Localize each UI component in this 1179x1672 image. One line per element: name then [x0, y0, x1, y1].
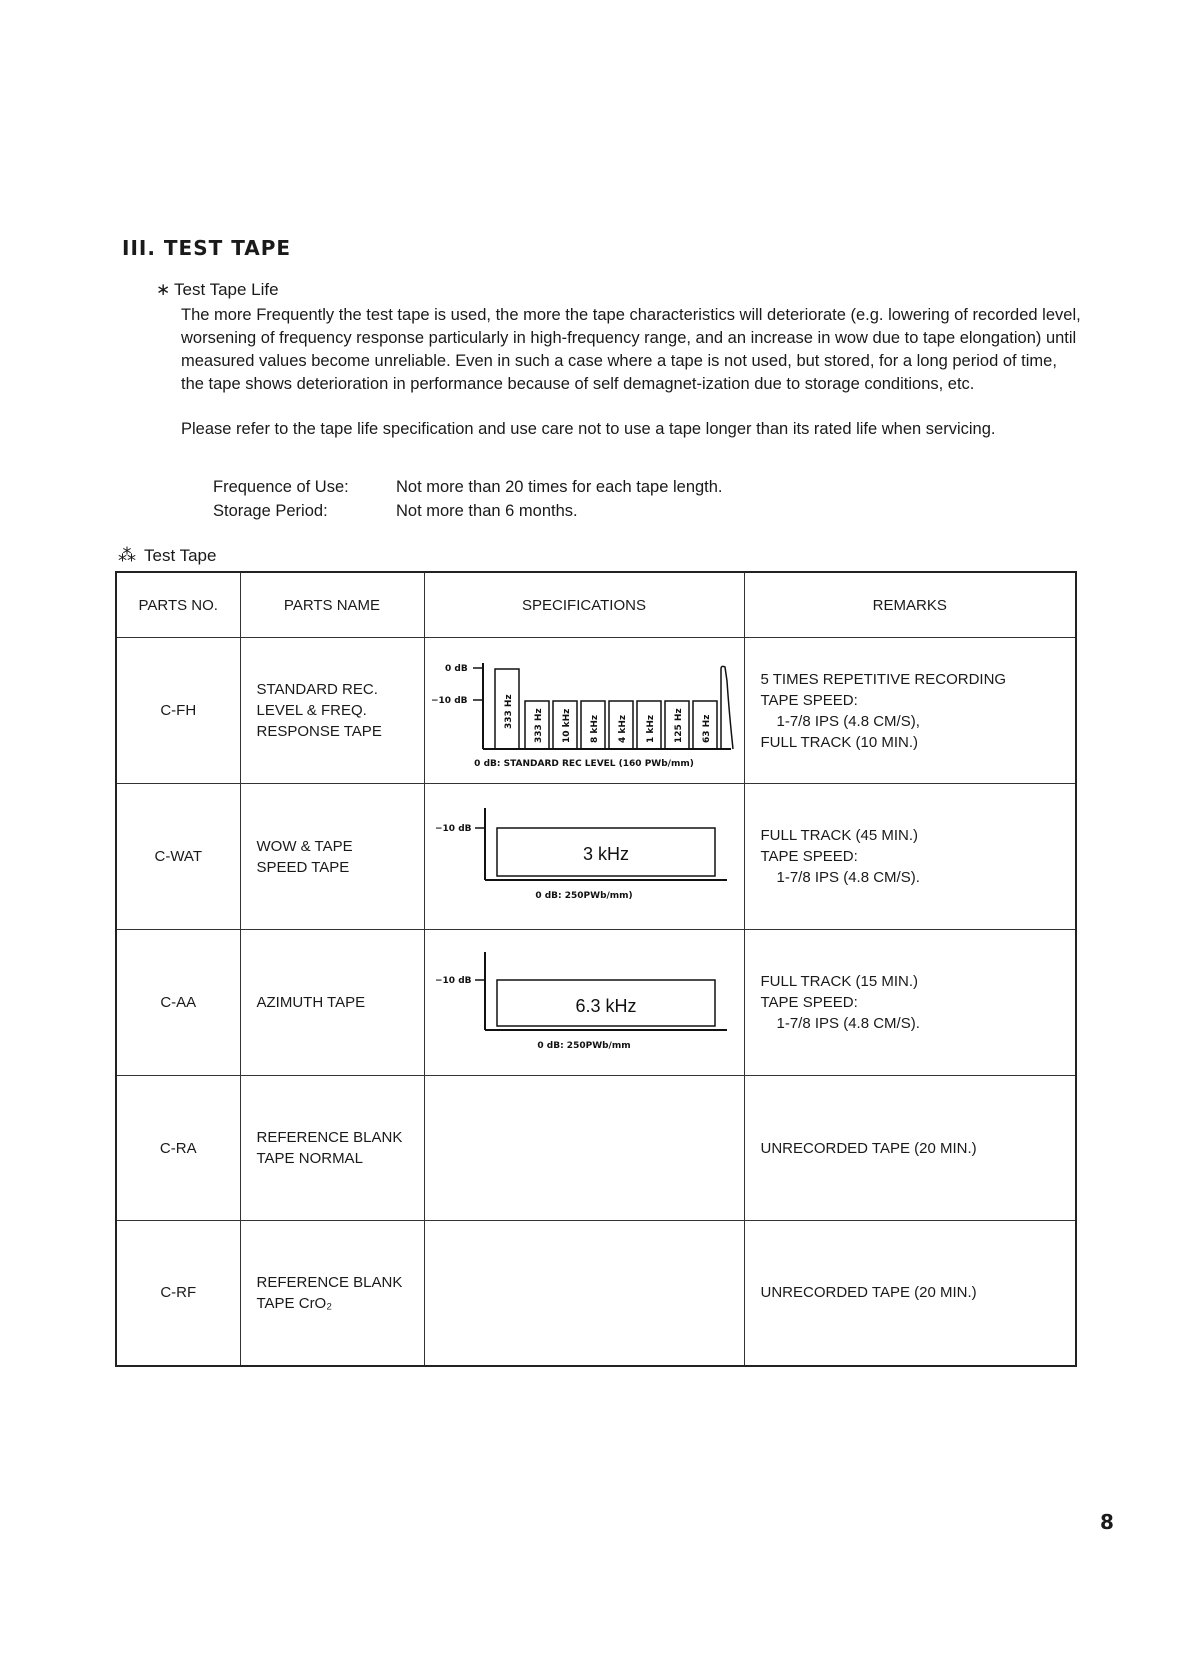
header-remarks: REMARKS — [744, 572, 1076, 638]
life-paragraph-2: Please refer to the tape life specification and use care not to use a tape longer than its rated life when servicing. — [181, 420, 996, 438]
level-frequency-diagram — [429, 645, 739, 773]
remark-line: 1-7/8 IPS (4.8 CM/S), — [776, 712, 920, 730]
spec-cell-empty — [424, 1221, 744, 1366]
table-caption — [118, 545, 216, 566]
parts-no: C-WAT — [116, 784, 240, 930]
life-heading — [156, 280, 279, 300]
parts-name — [240, 1221, 424, 1366]
remarks — [744, 638, 1076, 784]
table-row — [116, 638, 1076, 784]
asterism-icon: ⁂ — [118, 545, 136, 565]
parts-no: C-AA — [116, 930, 240, 1076]
header-parts-no: PARTS NO. — [116, 572, 240, 638]
parts-name-line: TAPE CrO₂ — [256, 1294, 333, 1312]
parts-name-line: RESPONSE TAPE — [256, 723, 382, 740]
header-specifications: SPECIFICATIONS — [424, 572, 744, 638]
parts-name-line: REFERENCE BLANK — [256, 1273, 403, 1291]
life-heading-text: Test Tape Life — [174, 280, 279, 299]
spec-cell — [424, 784, 744, 930]
remark-line: TAPE SPEED: — [760, 848, 858, 865]
remark-line: 1-7/8 IPS (4.8 CM/S). — [776, 1015, 920, 1032]
frequence-value: Not more than 20 times for each tape length. — [396, 478, 723, 496]
parts-name — [240, 784, 424, 930]
frequence-label: Frequence of Use: — [213, 478, 349, 496]
remark-line: UNRECORDED TAPE (20 MIN.) — [760, 1284, 977, 1302]
section-number: III. — [122, 236, 156, 260]
wow-diagram — [429, 800, 739, 910]
parts-no: C-RA — [116, 1076, 240, 1221]
table-caption-text: Test Tape — [144, 546, 217, 565]
leader-tail — [721, 666, 733, 749]
parts-name-line: SPEED TAPE — [256, 858, 350, 876]
table-header-row — [116, 572, 1076, 638]
table-row — [116, 784, 1076, 930]
segment-label: 63 Hz — [702, 714, 712, 743]
segment-label: 4 kHz — [618, 714, 628, 743]
parts-name-line: AZIMUTH TAPE — [256, 994, 366, 1011]
table-row — [116, 1076, 1076, 1221]
remark-line: TAPE SPEED: — [760, 691, 858, 709]
table-row — [116, 1221, 1076, 1366]
parts-name — [240, 638, 424, 784]
life-paragraph-1: The more Frequently the test tape is used, the more the tape characteristics will deteriorate (e.g. lowering of recorded level, worsening of frequency response particularly in high-frequency range, and an increase in wow due to tape elongation) until measured values become unreliable. Even in such a case where a tape is not used, but stored, for a long period of time, the tape shows deterioration in performance because of self demagnet-ization due to storage conditions, etc. — [181, 306, 1081, 393]
test-tape-table — [115, 571, 1077, 1367]
remark-line: TAPE SPEED: — [760, 994, 858, 1011]
spec-caption: 0 dB: 250PWb/mm) — [535, 890, 633, 901]
bullet-icon: ∗ — [156, 280, 171, 299]
spec-caption: 0 dB: 250PWb/mm — [537, 1040, 631, 1051]
remark-line: FULL TRACK (45 MIN.) — [760, 827, 919, 844]
parts-no: C-RF — [116, 1221, 240, 1366]
level-0db-label: 0 dB — [445, 663, 468, 674]
azimuth-diagram — [429, 946, 739, 1056]
table-row — [116, 930, 1076, 1076]
level-m10db-label: −10 dB — [431, 695, 468, 706]
remark-line: FULL TRACK (10 MIN.) — [760, 733, 919, 751]
level-label: −10 dB — [435, 975, 472, 986]
signal-frequency: 3 kHz — [582, 843, 630, 864]
header-parts-name: PARTS NAME — [240, 572, 424, 638]
parts-name-line: LEVEL & FREQ. — [256, 702, 367, 719]
spec-cell-empty — [424, 1076, 744, 1221]
storage-value: Not more than 6 months. — [396, 502, 578, 520]
remark-line: FULL TRACK (15 MIN.) — [760, 973, 919, 990]
parts-name — [240, 1076, 424, 1221]
segment-label: 125 Hz — [674, 707, 684, 743]
remark-line: UNRECORDED TAPE (20 MIN.) — [760, 1139, 977, 1157]
parts-name-line: TAPE NORMAL — [256, 1150, 363, 1167]
segment-label: 10 kHz — [562, 708, 572, 743]
remarks — [744, 1221, 1076, 1366]
spec-caption: 0 dB: STANDARD REC LEVEL (160 PWb/mm) — [474, 758, 694, 769]
remark-line: 1-7/8 IPS (4.8 CM/S). — [776, 869, 920, 886]
parts-name — [240, 930, 424, 1076]
segment-label: 1 kHz — [646, 714, 656, 743]
page-number: 8 — [1100, 1510, 1114, 1534]
segment-label: 333 Hz — [534, 707, 544, 743]
remarks — [744, 784, 1076, 930]
spec-cell — [424, 638, 744, 784]
segment-label: 8 kHz — [590, 714, 600, 743]
level-label: −10 dB — [435, 823, 472, 834]
section-title — [122, 236, 291, 260]
signal-frequency: 6.3 kHz — [575, 995, 637, 1016]
remark-line: 5 TIMES REPETITIVE RECORDING — [760, 670, 1007, 688]
storage-label: Storage Period: — [213, 502, 328, 520]
parts-no: C-FH — [116, 638, 240, 784]
spec-cell — [424, 930, 744, 1076]
remarks — [744, 930, 1076, 1076]
parts-name-line: REFERENCE BLANK — [256, 1129, 403, 1146]
remarks — [744, 1076, 1076, 1221]
segment-label: 333 Hz — [504, 693, 514, 729]
parts-name-line: STANDARD REC. — [256, 681, 378, 698]
section-heading: TEST TAPE — [163, 236, 292, 260]
parts-name-line: WOW & TAPE — [256, 837, 353, 855]
